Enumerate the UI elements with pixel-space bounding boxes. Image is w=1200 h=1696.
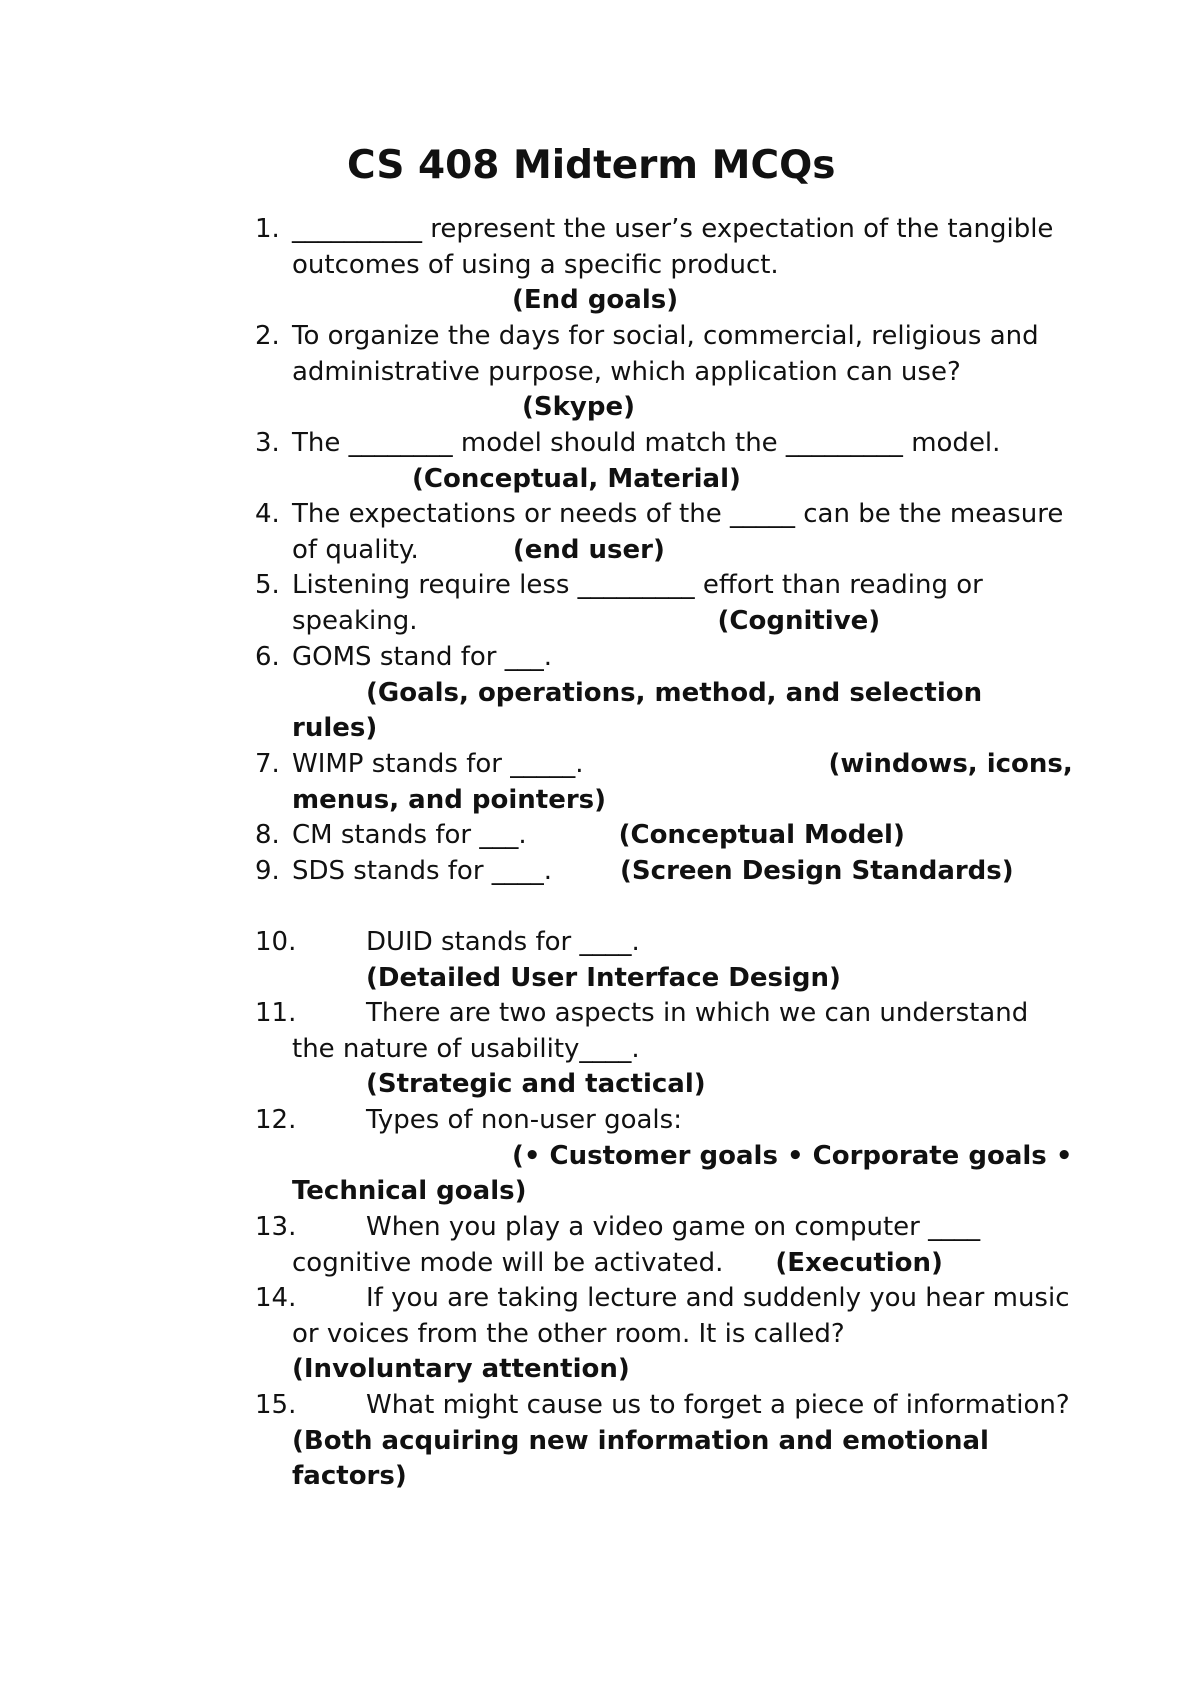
- question-number: 8.: [255, 820, 280, 850]
- question-number: 4.: [255, 499, 280, 529]
- question-body: [292, 1281, 1078, 1388]
- question-item: [255, 854, 1075, 890]
- answer-text: (Cognitive): [717, 605, 881, 636]
- question-body: [292, 497, 1075, 568]
- question-number: 13.: [255, 1212, 297, 1242]
- question-item: [255, 925, 1075, 996]
- question-body: [292, 747, 1082, 818]
- question-item: [255, 996, 1075, 1103]
- answer-text: (Screen Design Standards): [620, 856, 1014, 886]
- question-number: 14.: [255, 1283, 297, 1313]
- answer-text: (end user): [512, 534, 665, 565]
- answer-text: (Detailed User Interface Design): [366, 962, 841, 993]
- question-number: 7.: [255, 749, 280, 779]
- answer-text: (windows, icons, menus, and pointers): [292, 749, 1082, 815]
- answer-text: (Both acquiring new information and emotional factors): [292, 1425, 999, 1492]
- question-item: [255, 1210, 1075, 1281]
- question-text: WIMP stands for _____.: [292, 749, 584, 779]
- question-number: 1.: [255, 214, 280, 244]
- question-text: DUID stands for ____.: [366, 927, 640, 957]
- question-item: [255, 747, 1082, 818]
- question-text: What might cause us to forget a piece of information?: [366, 1390, 1070, 1420]
- question-text: If you are taking lecture and suddenly you hear music or voices from the other room. It is called?: [292, 1283, 1078, 1349]
- question-number: 2.: [255, 321, 280, 351]
- answer-text: (Execution): [775, 1247, 943, 1278]
- question-item: [255, 212, 1075, 319]
- question-number: 12.: [255, 1105, 297, 1135]
- question-body: [292, 996, 1075, 1103]
- question-item: [255, 1103, 1082, 1210]
- question-body: [292, 1103, 1082, 1210]
- question-number: 11.: [255, 998, 297, 1028]
- question-item: [255, 568, 1075, 639]
- question-item: [255, 319, 1075, 426]
- question-text: When you play a video game on computer ____ cognitive mode will be activated.: [292, 1212, 989, 1278]
- question-text: The expectations or needs of the _____ can be the measure of quality.: [292, 499, 1072, 565]
- question-text: CM stands for ___.: [292, 820, 527, 850]
- answer-text: (Conceptual, Material): [412, 463, 741, 494]
- question-text: Types of non-user goals:: [366, 1105, 682, 1135]
- question-text: To organize the days for social, commercial, religious and administrative purpose, which application can use?: [292, 321, 1047, 387]
- question-body: [292, 568, 1075, 639]
- question-number: 15.: [255, 1390, 297, 1420]
- answer-text: (Involuntary attention): [292, 1354, 630, 1385]
- answer-text: (• Customer goals • Corporate goals • Technical goals): [292, 1140, 1082, 1207]
- answer-text: (Goals, operations, method, and selection rules): [292, 677, 992, 744]
- question-body: [292, 212, 1075, 319]
- question-item: [255, 1388, 1075, 1495]
- question-body: [292, 1210, 1075, 1281]
- question-text: The ________ model should match the _________ model.: [292, 428, 1001, 458]
- question-item: [255, 640, 1075, 747]
- question-number: 10.: [255, 927, 297, 957]
- answer-text: (Strategic and tactical): [366, 1069, 706, 1100]
- answer-text: (End goals): [512, 285, 679, 316]
- question-number: 9.: [255, 856, 280, 886]
- question-body: [292, 1388, 1075, 1495]
- document-title: CS 408 Midterm MCQs: [347, 143, 836, 188]
- question-body: [292, 426, 1075, 497]
- question-body: [292, 818, 1075, 854]
- question-number: 3.: [255, 428, 280, 458]
- question-item: [255, 497, 1075, 568]
- question-text: GOMS stand for ___.: [292, 642, 553, 672]
- question-text: __________ represent the user’s expectation of the tangible outcomes of using a specific product.: [292, 214, 1062, 280]
- question-number: 6.: [255, 642, 280, 672]
- question-body: [292, 319, 1075, 426]
- question-text: There are two aspects in which we can understand the nature of usability____.: [292, 998, 1037, 1064]
- question-body: [292, 854, 1075, 890]
- question-body: [292, 640, 1075, 747]
- answer-text: (Skype): [522, 392, 635, 423]
- question-item: [255, 818, 1075, 854]
- question-text: SDS stands for ____.: [292, 856, 553, 886]
- question-item: [255, 1281, 1078, 1388]
- question-text: Listening require less _________ effort than reading or speaking.: [292, 570, 992, 636]
- question-number: 5.: [255, 570, 280, 600]
- answer-text: (Conceptual Model): [618, 820, 905, 850]
- question-item: [255, 426, 1075, 497]
- question-body: [292, 925, 1075, 996]
